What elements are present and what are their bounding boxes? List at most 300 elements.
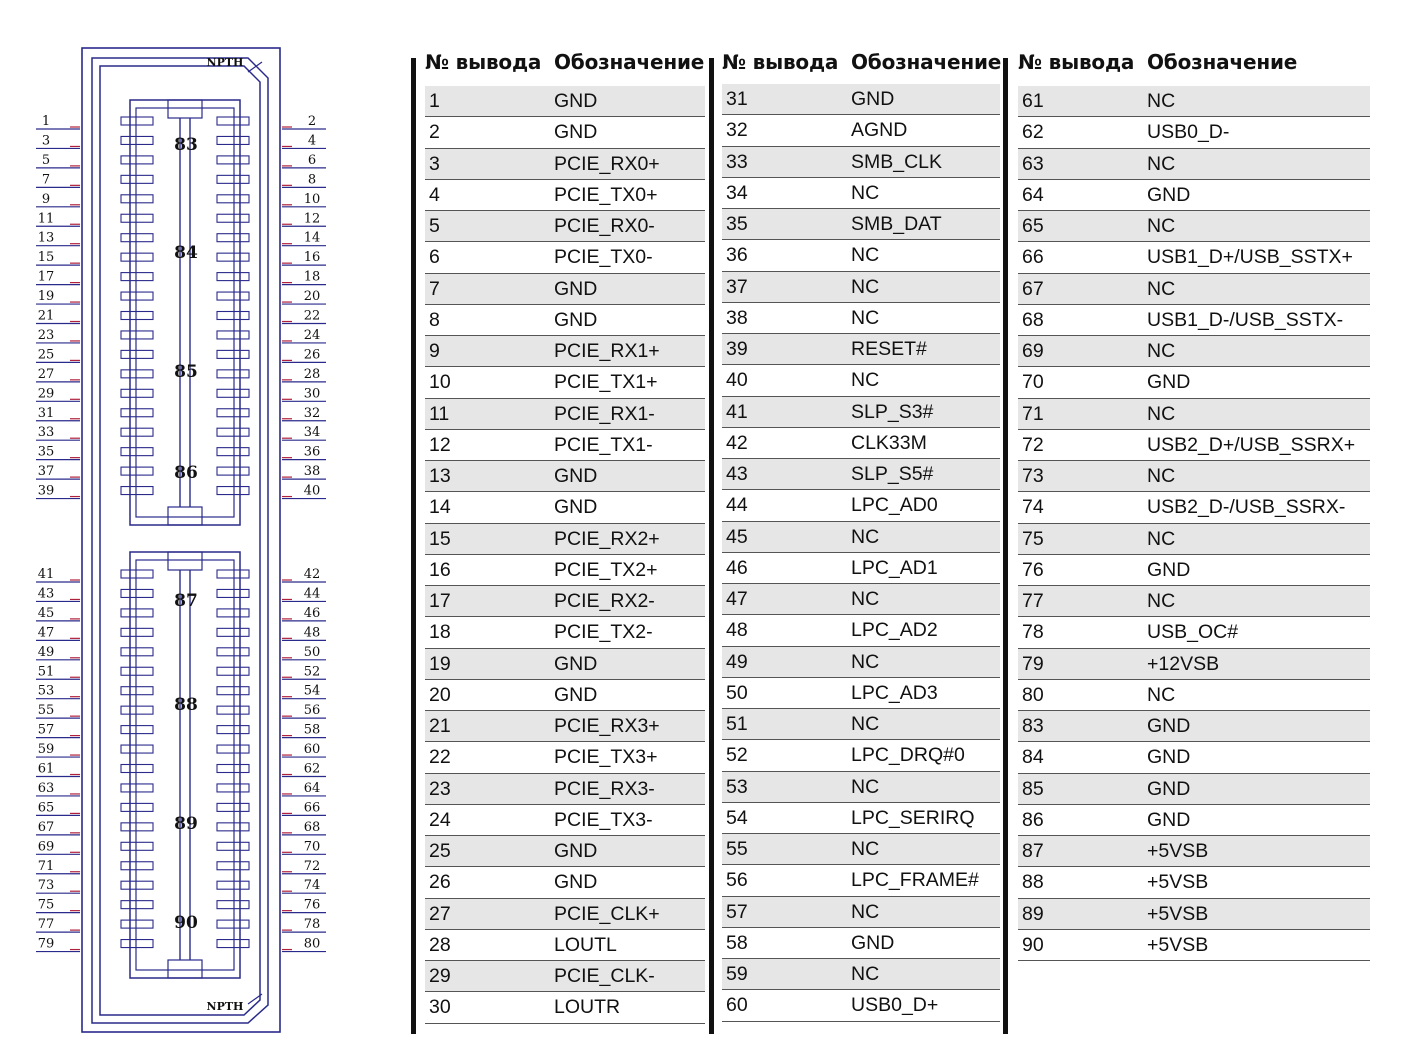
signal-name: NC — [851, 369, 880, 392]
pin-number: 72 — [1022, 433, 1044, 456]
pin-number: 86 — [1022, 808, 1044, 831]
pin-number: 4 — [429, 183, 440, 206]
pin-number: 21 — [429, 715, 451, 737]
pin-label-right: 54 — [303, 683, 321, 699]
table-row — [722, 240, 1000, 271]
table-row — [722, 615, 1000, 646]
pin-number: 36 — [726, 244, 748, 267]
signal-name: NC — [1147, 277, 1176, 300]
pin-label-left: 7 — [41, 172, 51, 188]
signal-name: +5VSB — [1147, 933, 1209, 956]
table-row — [425, 117, 705, 148]
pin-number: 30 — [429, 996, 451, 1019]
header-pin-number: № вывода — [1018, 50, 1135, 74]
pin-label-right: 52 — [303, 664, 321, 680]
signal-name: GND — [554, 871, 598, 894]
pin-number: 66 — [1022, 246, 1044, 269]
pin-number: 26 — [429, 871, 451, 894]
table-row — [1018, 930, 1370, 961]
pin-number: 75 — [1022, 527, 1044, 550]
pin-number: 34 — [726, 181, 748, 204]
signal-name: NC — [1147, 90, 1176, 112]
pin-label-right: 38 — [303, 464, 321, 480]
pin-pad-right — [217, 487, 249, 495]
pin-number: 11 — [429, 402, 450, 425]
pin-pad-right — [217, 881, 249, 889]
pin-number: 44 — [726, 494, 748, 517]
pin-label-right: 6 — [307, 152, 317, 168]
pin-label-left: 45 — [37, 605, 55, 621]
signal-name: NC — [851, 244, 880, 267]
pin-number: 14 — [429, 496, 451, 519]
table-row — [425, 992, 705, 1023]
pin-number: 23 — [429, 777, 451, 800]
table-header — [1018, 48, 1318, 80]
table-row — [722, 397, 1000, 428]
table-row — [1018, 117, 1370, 148]
pin-number: 35 — [726, 213, 748, 235]
pin-pad-right — [217, 136, 249, 144]
pin-pad-right — [217, 803, 249, 811]
pin-pad-right — [217, 370, 249, 378]
pin-number: 42 — [726, 431, 748, 454]
column-divider — [1003, 58, 1008, 1034]
signal-name: PCIE_RX3+ — [554, 715, 660, 737]
pin-label-left: 25 — [37, 347, 55, 363]
table-row — [425, 649, 705, 680]
pin-number: 38 — [726, 306, 748, 329]
pin-pad-left — [121, 628, 153, 636]
pin-label-left: 27 — [37, 366, 55, 382]
pin-label-right: 56 — [303, 703, 321, 719]
signal-name: GND — [554, 683, 598, 706]
pin-pad-left — [121, 370, 153, 378]
table-row — [425, 149, 705, 180]
signal-name: GND — [851, 88, 895, 110]
table-row — [1018, 305, 1370, 336]
pin-number: 62 — [1022, 121, 1044, 144]
signal-name: NC — [1147, 527, 1176, 550]
table-row — [1018, 836, 1370, 867]
pin-number: 43 — [726, 463, 748, 485]
pin-label-left: 3 — [41, 133, 51, 149]
table-row — [722, 115, 1000, 146]
table-row — [425, 805, 705, 836]
pin-number: 37 — [726, 275, 748, 298]
table-row — [1018, 211, 1370, 242]
pin-pad-left — [121, 331, 153, 339]
pin-pad-right — [217, 570, 249, 578]
pin-number: 27 — [429, 902, 451, 925]
pin-label-right: 46 — [303, 605, 321, 621]
pin-label-left: 67 — [37, 819, 55, 835]
pin-number: 32 — [726, 119, 748, 142]
table-row — [425, 899, 705, 930]
signal-name: USB2_D-/USB_SSRX- — [1147, 496, 1346, 519]
table-header — [425, 48, 705, 80]
signal-name: SMB_CLK — [851, 150, 943, 173]
table-row — [425, 242, 705, 273]
column-divider — [709, 58, 714, 1034]
pin-label-left: 53 — [37, 683, 55, 699]
signal-name: LPC_SERIRQ — [851, 806, 975, 829]
connector-key-notch — [168, 552, 202, 570]
pin-pad-right — [217, 273, 249, 281]
pin-pad-right — [217, 117, 249, 125]
table-row — [722, 272, 1000, 303]
pin-label-left: 29 — [37, 386, 55, 402]
header-signal-name: Обозначение — [851, 50, 1002, 74]
block-label: 88 — [174, 695, 198, 715]
pin-number: 31 — [726, 88, 748, 110]
pin-pad-right — [217, 940, 249, 948]
pin-label-right: 12 — [303, 211, 321, 227]
pin-pad-right — [217, 589, 249, 597]
signal-name: PCIE_RX0+ — [554, 152, 660, 175]
table-row — [425, 399, 705, 430]
table-row — [1018, 367, 1370, 398]
pin-number: 45 — [726, 525, 748, 548]
signal-name: GND — [1147, 715, 1191, 737]
pin-label-right: 72 — [303, 858, 321, 874]
pin-number: 61 — [1022, 90, 1044, 112]
table-row — [425, 680, 705, 711]
pin-label-left: 79 — [37, 936, 55, 952]
pin-label-right: 32 — [303, 405, 321, 421]
pin-number: 70 — [1022, 371, 1044, 394]
signal-name: GND — [554, 652, 598, 675]
pin-label-right: 66 — [303, 800, 321, 816]
table-row — [425, 961, 705, 992]
pin-number: 52 — [726, 744, 748, 767]
table-row — [425, 555, 705, 586]
signal-name: GND — [1147, 371, 1191, 394]
pin-pad-right — [217, 292, 249, 300]
pin-label-left: 1 — [41, 114, 51, 129]
pin-number: 57 — [726, 900, 748, 923]
pin-pad-left — [121, 784, 153, 792]
pin-pad-right — [217, 350, 249, 358]
pin-pad-right — [217, 628, 249, 636]
table-row — [1018, 649, 1370, 680]
pin-pad-left — [121, 823, 153, 831]
pin-label-right: 22 — [303, 308, 321, 324]
table-row — [425, 461, 705, 492]
pin-pad-left — [121, 117, 153, 125]
pin-number: 41 — [726, 400, 748, 423]
pin-pad-right — [217, 234, 249, 242]
pin-label-right: 42 — [303, 567, 321, 582]
pin-pad-left — [121, 448, 153, 456]
pin-pad-left — [121, 428, 153, 436]
pin-label-left: 19 — [37, 289, 55, 305]
pin-label-left: 17 — [37, 269, 55, 285]
pin-pad-right — [217, 195, 249, 203]
signal-name: GND — [1147, 808, 1191, 831]
pin-number: 71 — [1022, 402, 1044, 425]
pin-label-right: 16 — [303, 250, 321, 266]
pin-label-left: 75 — [37, 897, 55, 913]
pin-label-right: 50 — [303, 644, 321, 660]
pin-number: 89 — [1022, 902, 1044, 925]
table-row — [1018, 274, 1370, 305]
connector-key-notch — [168, 100, 202, 118]
pin-label-left: 31 — [37, 405, 55, 421]
table-row — [722, 928, 1000, 959]
pin-number: 25 — [429, 840, 451, 862]
table-row — [722, 803, 1000, 834]
pin-label-right: 30 — [303, 386, 321, 402]
signal-name: AGND — [851, 119, 908, 142]
header-signal-name: Обозначение — [554, 50, 705, 74]
pin-pad-left — [121, 842, 153, 850]
pin-label-right: 78 — [303, 917, 321, 933]
signal-name: LPC_FRAME# — [851, 869, 979, 892]
signal-name: PCIE_CLK- — [554, 965, 655, 987]
pin-label-right: 2 — [307, 114, 317, 129]
table-row — [425, 367, 705, 398]
block-label: 89 — [174, 814, 198, 834]
pin-pad-left — [121, 609, 153, 617]
pin-number: 19 — [429, 652, 451, 675]
signal-name: NC — [1147, 152, 1176, 175]
signal-name: GND — [554, 840, 598, 862]
pin-number: 29 — [429, 965, 451, 987]
table-row — [1018, 180, 1370, 211]
pin-pad-right — [217, 648, 249, 656]
block-label: 90 — [174, 913, 198, 933]
signal-name: USB0_D- — [1147, 121, 1230, 144]
pin-pad-left — [121, 920, 153, 928]
pin-pad-left — [121, 487, 153, 495]
pin-label-right: 44 — [303, 586, 321, 602]
signal-name: PCIE_RX2+ — [554, 527, 660, 550]
pin-number: 80 — [1022, 683, 1044, 706]
pin-number: 6 — [429, 246, 440, 269]
table-row — [1018, 336, 1370, 367]
pin-label-left: 21 — [37, 308, 55, 324]
signal-name: USB1_D+/USB_SSTX+ — [1147, 246, 1353, 269]
pin-label-right: 18 — [303, 269, 321, 285]
table-row — [722, 678, 1000, 709]
signal-name: NC — [1147, 340, 1176, 362]
pin-pad-left — [121, 745, 153, 753]
pin-label-left: 5 — [41, 152, 51, 168]
signal-name: GND — [554, 308, 598, 331]
pin-number: 3 — [429, 152, 440, 175]
pin-number: 78 — [1022, 621, 1044, 644]
pin-label-left: 13 — [37, 230, 55, 246]
pin-number: 68 — [1022, 308, 1044, 331]
pin-label-right: 70 — [303, 839, 321, 855]
pin-label-left: 49 — [37, 644, 55, 660]
pin-pad-right — [217, 745, 249, 753]
table-row — [425, 430, 705, 461]
pin-number: 76 — [1022, 558, 1044, 581]
table-row — [722, 178, 1000, 209]
pin-number: 84 — [1022, 746, 1044, 769]
pin-pad-right — [217, 448, 249, 456]
pin-label-left: 73 — [37, 878, 55, 894]
signal-name: PCIE_RX0- — [554, 215, 655, 237]
pin-pad-right — [217, 428, 249, 436]
pin-label-right: 60 — [303, 742, 321, 758]
pin-label-right: 10 — [303, 191, 321, 207]
pin-number: 7 — [429, 277, 440, 300]
pin-pad-left — [121, 273, 153, 281]
signal-name: NC — [851, 713, 880, 735]
signal-name: PCIE_CLK+ — [554, 902, 660, 925]
signal-name: +5VSB — [1147, 871, 1209, 894]
table-row — [425, 836, 705, 867]
pin-pad-left — [121, 940, 153, 948]
table-row — [425, 274, 705, 305]
pin-pad-right — [217, 331, 249, 339]
table-row — [425, 617, 705, 648]
table-row — [722, 772, 1000, 803]
signal-name: USB2_D+/USB_SSRX+ — [1147, 433, 1356, 456]
table-row — [722, 709, 1000, 740]
signal-name: LPC_AD3 — [851, 681, 938, 704]
signal-name: USB0_D+ — [851, 994, 939, 1017]
pin-pad-right — [217, 667, 249, 675]
pin-number: 2 — [429, 121, 440, 144]
signal-name: PCIE_RX3- — [554, 777, 655, 800]
block-label: 83 — [174, 135, 198, 155]
signal-name: SMB_DAT — [851, 213, 942, 235]
pin-label-right: 24 — [303, 327, 321, 343]
pin-number: 13 — [429, 465, 451, 487]
table-row — [425, 180, 705, 211]
pin-number: 48 — [726, 619, 748, 642]
pin-label-right: 58 — [303, 722, 321, 738]
pin-number: 49 — [726, 650, 748, 673]
pin-pad-left — [121, 253, 153, 261]
pin-label-left: 33 — [37, 425, 55, 441]
pin-label-right: 80 — [303, 936, 321, 952]
pin-pad-right — [217, 253, 249, 261]
table-row — [1018, 742, 1370, 773]
pin-pad-left — [121, 214, 153, 222]
pin-number: 20 — [429, 683, 451, 706]
table-row — [1018, 242, 1370, 273]
table-row — [722, 303, 1000, 334]
pin-number: 5 — [429, 215, 440, 237]
table-row — [425, 305, 705, 336]
pin-pad-right — [217, 214, 249, 222]
pin-label-left: 57 — [37, 722, 55, 738]
pin-label-right: 14 — [303, 230, 321, 246]
pin-pad-left — [121, 195, 153, 203]
pin-label-left: 39 — [37, 483, 55, 499]
table-row — [722, 584, 1000, 615]
pin-pad-right — [217, 784, 249, 792]
npth-label-bottom: NPTH — [206, 1000, 244, 1013]
table-row — [425, 867, 705, 898]
pin-number: 63 — [1022, 152, 1044, 175]
table-row — [722, 490, 1000, 521]
pin-number: 1 — [429, 90, 440, 112]
table-row — [722, 522, 1000, 553]
pin-pad-left — [121, 667, 153, 675]
signal-name: NC — [1147, 683, 1176, 706]
pin-pad-left — [121, 726, 153, 734]
pin-pad-left — [121, 570, 153, 578]
pin-label-right: 36 — [303, 444, 321, 460]
table-row — [425, 336, 705, 367]
table-row — [425, 586, 705, 617]
table-row — [722, 834, 1000, 865]
pin-pad-left — [121, 467, 153, 475]
table-row — [425, 742, 705, 773]
pin-number: 53 — [726, 775, 748, 798]
table-row — [722, 553, 1000, 584]
table-header — [722, 48, 1002, 80]
signal-name: GND — [554, 496, 598, 519]
signal-name: PCIE_RX2- — [554, 590, 655, 612]
signal-name: LPC_AD2 — [851, 619, 938, 642]
table-row — [1018, 86, 1370, 117]
signal-name: PCIE_RX1- — [554, 402, 655, 425]
pin-number: 28 — [429, 933, 451, 956]
signal-name: +5VSB — [1147, 902, 1209, 925]
pin-pad-right — [217, 842, 249, 850]
connector-key-notch — [168, 507, 202, 525]
table-row — [425, 86, 705, 117]
pin-pad-right — [217, 156, 249, 164]
pin-number: 64 — [1022, 183, 1044, 206]
signal-name: NC — [851, 525, 880, 548]
pin-pad-right — [217, 467, 249, 475]
row-divider — [722, 1021, 1000, 1022]
pin-number: 16 — [429, 558, 451, 581]
pin-number: 22 — [429, 746, 451, 769]
pin-pad-right — [217, 687, 249, 695]
signal-name: PCIE_TX3+ — [554, 746, 658, 769]
pin-pad-left — [121, 706, 153, 714]
table-row — [722, 334, 1000, 365]
signal-name: NC — [851, 838, 880, 860]
signal-name: LPC_AD1 — [851, 556, 938, 579]
connector-footprint-diagram — [0, 0, 400, 1064]
pin-number: 67 — [1022, 277, 1044, 300]
signal-name: GND — [1147, 746, 1191, 769]
signal-name: GND — [1147, 777, 1191, 800]
pin-pad-right — [217, 920, 249, 928]
table-row — [1018, 617, 1370, 648]
pin-number: 74 — [1022, 496, 1044, 519]
table-row — [425, 930, 705, 961]
table-row — [722, 740, 1000, 771]
table-row — [722, 147, 1000, 178]
pin-number: 24 — [429, 808, 451, 831]
block-label: 87 — [174, 591, 198, 611]
pin-label-left: 65 — [37, 800, 55, 816]
pin-number: 15 — [429, 527, 451, 550]
pin-number: 12 — [429, 433, 451, 456]
pin-number: 47 — [726, 588, 748, 610]
table-row — [1018, 524, 1370, 555]
pin-pad-right — [217, 609, 249, 617]
pin-number: 73 — [1022, 465, 1044, 487]
signal-name: NC — [851, 275, 880, 298]
signal-name: NC — [1147, 402, 1176, 425]
signal-name: GND — [851, 931, 895, 954]
pin-label-left: 59 — [37, 742, 55, 758]
pin-label-right: 68 — [303, 819, 321, 835]
pin-pad-right — [217, 726, 249, 734]
pin-pad-left — [121, 175, 153, 183]
